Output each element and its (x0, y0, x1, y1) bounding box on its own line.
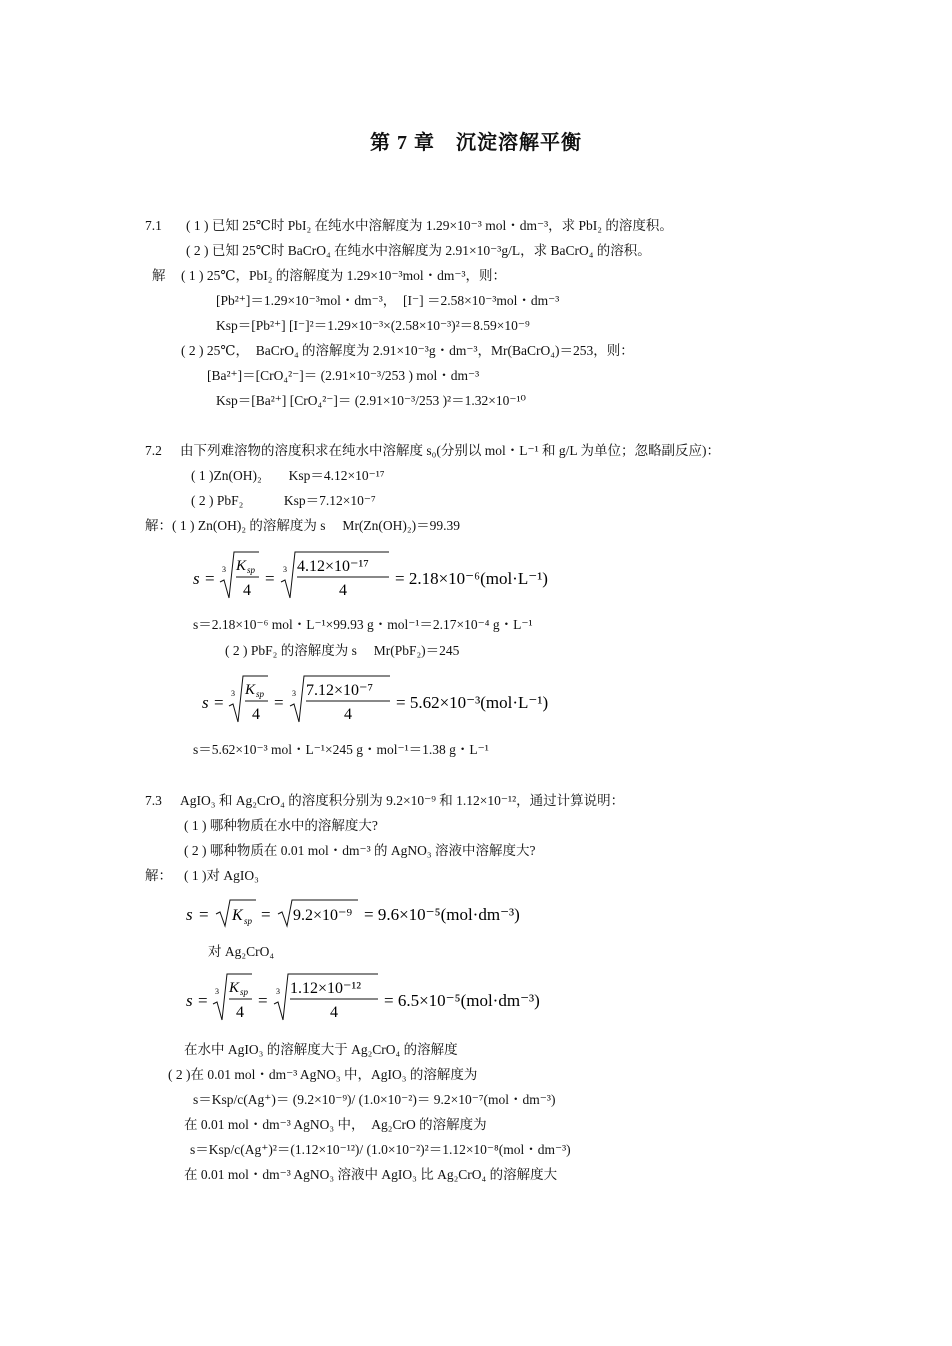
svg-text:s: s (186, 991, 193, 1010)
answer-line: ( 2 ) PbF₂ 的溶解度为 s Mr(PbF₂)＝245 (225, 643, 460, 658)
answer-line: ( 2 ) 25℃， BaCrO₄ 的溶解度为 2.91×10⁻³g・dm⁻³，Mr(BaCrO₄)＝253，则： (181, 343, 634, 358)
svg-text:=: = (265, 569, 275, 588)
cube-root-equation (186, 970, 586, 1026)
svg-text:3: 3 (283, 565, 287, 574)
svg-text:=: = (205, 569, 215, 588)
radicand: 9.2×10⁻⁹ (293, 907, 353, 924)
answer-line: 在水中 AgIO₃ 的溶解度大于 Ag₂CrO₄ 的溶解度 (184, 1042, 458, 1057)
answer-line: s＝Ksp/c(Ag⁺)＝ (9.2×10⁻⁹)/ (1.0×10⁻²)＝ 9.2×10⁻⁷(mol・dm⁻³) (193, 1092, 556, 1107)
problem-number: 7.1 (145, 218, 162, 233)
svg-text:=: = (198, 991, 208, 1010)
equation-graphic (193, 548, 593, 604)
svg-text:sp: sp (256, 689, 265, 699)
denominator: 4 (344, 706, 352, 723)
svg-text:3: 3 (222, 565, 226, 574)
svg-text:sp: sp (240, 987, 249, 997)
answer-line: [Ba²⁺]＝[CrO₄²⁻]＝ (2.91×10⁻³/253 ) mol・dm⁻³ (207, 368, 480, 383)
question-text: ( 1 )Zn(OH)₂ Ksp＝4.12×10⁻¹⁷ (191, 468, 385, 483)
answer-line: s＝5.62×10⁻³ mol・L⁻¹×245 g・mol⁻¹＝1.38 g・L⁻¹ (193, 742, 489, 757)
answer-line: s＝2.18×10⁻⁶ mol・L⁻¹×99.93 g・mol⁻¹＝2.17×10⁻⁴ g・L⁻¹ (193, 617, 533, 632)
answer-line: 在 0.01 mol・dm⁻³ AgNO₃ 中， Ag₂CrO 的溶解度为 (184, 1117, 487, 1132)
svg-text:4: 4 (236, 1004, 244, 1021)
svg-text:s: s (193, 569, 200, 588)
svg-text:=: = (214, 693, 224, 712)
equation-graphic (186, 970, 586, 1026)
svg-text:K: K (236, 558, 247, 574)
equation-graphic (186, 894, 586, 934)
svg-text:4: 4 (252, 706, 260, 723)
svg-text:s: s (186, 905, 193, 924)
answer-line: [Pb²⁺]＝1.29×10⁻³mol・dm⁻³， [I⁻] ＝2.58×10⁻³mol・dm⁻³ (216, 293, 560, 308)
equation-graphic (202, 672, 602, 728)
svg-text:=: = (274, 693, 284, 712)
denominator: 4 (330, 1004, 338, 1021)
svg-text:sp: sp (244, 916, 253, 926)
svg-text:3: 3 (231, 689, 235, 698)
svg-text:3: 3 (215, 987, 219, 996)
answer-label: 解 (152, 268, 166, 283)
answer-line: ( 1 ) 25℃，PbI₂ 的溶解度为 1.29×10⁻³mol・dm⁻³，则： (181, 268, 507, 283)
cube-root-equation (193, 548, 593, 604)
result: = 6.5×10⁻⁵(mol·dm⁻³) (384, 991, 540, 1010)
answer-line: ( 2 )在 0.01 mol・dm⁻³ AgNO₃ 中，AgIO₃ 的溶解度为 (168, 1067, 478, 1082)
result: = 5.62×10⁻³(mol·L⁻¹) (396, 693, 549, 712)
svg-text:=: = (261, 905, 271, 924)
question-text: ( 1 ) 哪种物质在水中的溶解度大? (184, 818, 378, 833)
svg-text:=: = (199, 905, 209, 924)
problem-number: 7.3 (145, 793, 162, 808)
numerator: 7.12×10⁻⁷ (306, 682, 374, 699)
result: = 9.6×10⁻⁵(mol·dm⁻³) (364, 905, 520, 924)
answer-line: 在 0.01 mol・dm⁻³ AgNO₃ 溶液中 AgIO₃ 比 Ag₂CrO₄ 的溶解度大 (184, 1167, 558, 1182)
svg-text:3: 3 (292, 689, 296, 698)
denominator: 4 (339, 582, 347, 599)
cube-root-equation (202, 672, 602, 728)
answer-line: ( 1 )对 AgIO₃ (184, 868, 259, 883)
svg-text:s: s (202, 693, 209, 712)
answer-label: 解： (145, 868, 172, 883)
page-title: 第 7 章 沉淀溶解平衡 (370, 132, 582, 154)
question-text: ( 2 ) 哪种物质在 0.01 mol・dm⁻³ 的 AgNO₃ 溶液中溶解度大? (184, 843, 536, 858)
answer-line: Ksp＝[Pb²⁺] [I⁻]²＝1.29×10⁻³×(2.58×10⁻³)²＝8.59×10⁻⁹ (216, 318, 530, 333)
answer-line: Ksp＝[Ba²⁺] [CrO₄²⁻]＝ (2.91×10⁻³/253 )²＝1.32×10⁻¹⁰ (216, 393, 526, 408)
svg-text:3: 3 (276, 987, 280, 996)
question-text: AgIO₃ 和 Ag₂CrO₄ 的溶度积分别为 9.2×10⁻⁹ 和 1.12×10⁻¹²，通过计算说明： (180, 793, 625, 808)
sqrt-equation (186, 894, 586, 934)
svg-text:4: 4 (243, 582, 251, 599)
svg-text:sp: sp (247, 565, 256, 575)
numerator: 1.12×10⁻¹² (290, 980, 362, 997)
answer-line: 解：( 1 ) Zn(OH)₂ 的溶解度为 s Mr(Zn(OH)₂)＝99.39 (145, 518, 460, 533)
problem-number: 7.2 (145, 443, 162, 458)
question-text: ( 1 ) 已知 25℃时 PbI₂ 在纯水中溶解度为 1.29×10⁻³ mol・dm⁻³，求 PbI₂ 的溶度积。 (186, 218, 673, 233)
result: = 2.18×10⁻⁶(mol·L⁻¹) (395, 569, 548, 588)
question-text: ( 2 ) 已知 25℃时 BaCrO₄ 在纯水中溶解度为 2.91×10⁻³g/L，求 BaCrO₄ 的溶积。 (186, 243, 651, 258)
question-text: 由下列难溶物的溶度积求在纯水中溶解度 s₀(分别以 mol・L⁻¹ 和 g/L 为单位；忽略副反应)： (180, 443, 720, 458)
svg-text:=: = (258, 991, 268, 1010)
svg-text:K: K (229, 980, 240, 996)
svg-text:K: K (232, 907, 243, 924)
answer-line: s＝Ksp/c(Ag⁺)²＝(1.12×10⁻¹²)/ (1.0×10⁻²)²＝1.12×10⁻⁸(mol・dm⁻³) (190, 1142, 571, 1157)
numerator: 4.12×10⁻¹⁷ (297, 558, 369, 575)
question-text: ( 2 ) PbF₂ Ksp＝7.12×10⁻⁷ (191, 493, 376, 508)
svg-text:K: K (245, 682, 256, 698)
answer-line: 对 Ag₂CrO₄ (208, 944, 275, 959)
